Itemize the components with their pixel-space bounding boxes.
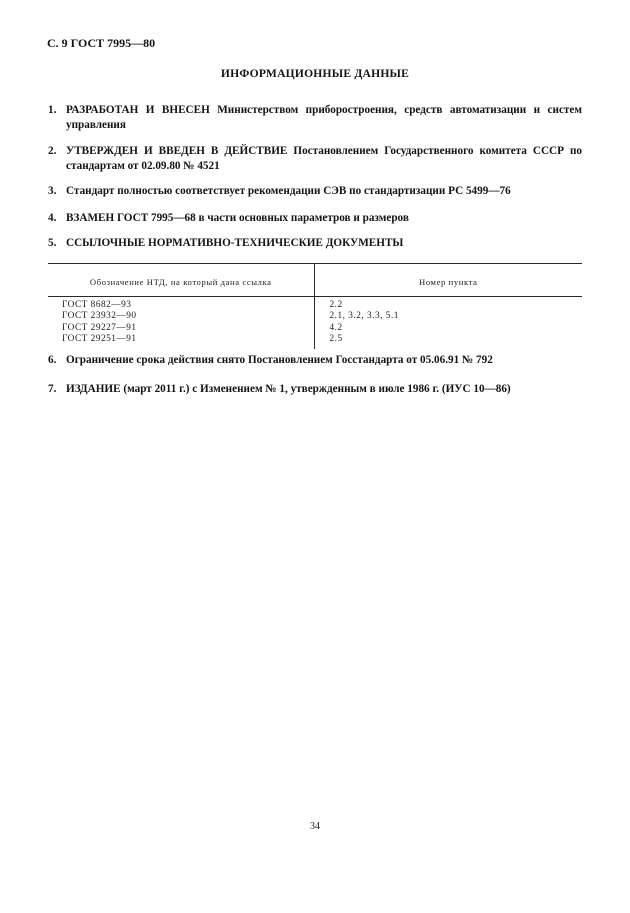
page-number: 34 [310,821,320,832]
item-text [66,103,582,132]
table-cell-document: ГОСТ 29227—91 [62,322,137,333]
item-number: 6. [48,354,57,366]
item-text-line: Стандарт полностью соответствует рекомендации СЭВ по стандартизации РС 5499—76 [66,185,511,197]
column-header-document: Обозначение НТД, на который дана ссылка [48,264,314,297]
reference-documents-table [48,263,582,349]
table-cell-clause: 2.5 [314,334,582,349]
table-header-row [48,264,582,297]
table-cell-document: ГОСТ 23932—90 [62,311,137,322]
info-item-7 [48,382,582,397]
info-item-5 [48,236,582,251]
item-text-line: стандартам от 02.09.80 № 4521 [66,159,220,172]
item-text-line: управления [66,118,126,131]
table-cell-document: ГОСТ 8682—93 [62,300,132,310]
item-text [66,144,582,173]
item-text [66,211,582,226]
table-cell-document: ГОСТ 29251—91 [62,333,137,344]
info-item-2 [48,144,582,173]
table-row [48,334,582,349]
item-text-line: ВЗАМЕН ГОСТ 7995—68 в части основных параметров и размеров [66,212,409,224]
item-text [66,353,582,368]
item-text-line: Ограничение срока действия снято Постановлением Госстандарта от 05.06.91 № 792 [66,354,493,366]
running-title: С. 9 ГОСТ 7995—80 [47,36,156,50]
item-number: 5. [48,237,57,249]
item-number: 4. [48,212,57,224]
item-number: 2. [48,145,57,157]
item-number: 3. [48,185,57,197]
info-item-3 [48,184,582,199]
item-text-line: УТВЕРЖДЕН И ВВЕДЕН В ДЕЙСТВИЕ Постановлением Государственного комитета СССР по [66,145,582,157]
item-text [66,382,582,397]
table-cell-clause: 4.2 [314,323,582,334]
item-text-line: РАЗРАБОТАН И ВНЕСЕН Министерством приборостроения, средств автоматизации и систем [66,104,582,116]
info-item-4 [48,211,582,226]
item-number: 7. [48,383,57,395]
info-item-6 [48,353,582,368]
column-header-clause: Номер пункта [314,264,582,297]
item-text [66,184,582,199]
table-cell-clause: 2.1, 3.2, 3.3, 5.1 [314,311,582,322]
table-row [48,297,582,312]
item-number: 1. [48,104,57,116]
table-row [48,311,582,322]
table-cell-clause: 2.2 [314,297,582,312]
item-text-line: ССЫЛОЧНЫЕ НОРМАТИВНО-ТЕХНИЧЕСКИЕ ДОКУМЕНТЫ [66,237,404,249]
info-item-1 [48,103,582,132]
item-text-line: ИЗДАНИЕ (март 2011 г.) с Изменением № 1, утвержденным в июле 1986 г. (ИУС 10—86) [66,383,511,395]
item-text [66,236,582,251]
table-row [48,323,582,334]
page-title: ИНФОРМАЦИОННЫЕ ДАННЫЕ [220,67,410,80]
